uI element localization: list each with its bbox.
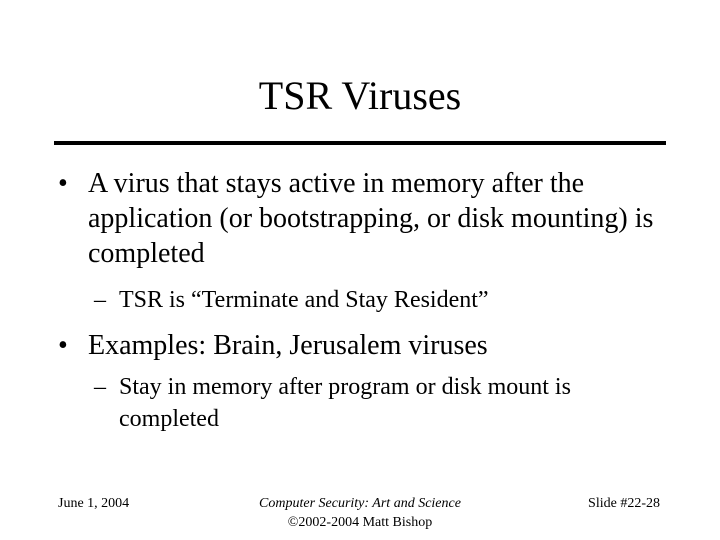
bullet-2-sub-1: [94, 371, 674, 435]
bullet-2-sub-1-text: Stay in memory after program or disk mount is completed: [119, 374, 571, 432]
footer-center: [210, 494, 510, 532]
bullet-1-sub-1-text: TSR is “Terminate and Stay Resident”: [119, 287, 489, 313]
bullet-1-sub-1-mark: –: [94, 287, 106, 313]
bullet-2: [58, 328, 668, 363]
bullet-2-sub-1-mark: –: [94, 374, 106, 400]
bullet-1-text: A virus that stays active in memory after the application (or bootstrapping, or disk mounting) is completed: [88, 168, 654, 269]
bullet-1-mark: •: [58, 168, 68, 199]
footer-slide-number: Slide #22-28: [588, 496, 660, 511]
title-divider: [54, 141, 666, 145]
footer-copyright: ©2002-2004 Matt Bishop: [287, 515, 433, 530]
footer-date: June 1, 2004: [58, 496, 130, 511]
bullet-2-mark: •: [58, 330, 68, 361]
bullet-1-sub-1: [94, 284, 674, 316]
footer-course: Computer Security: Art and Science: [259, 496, 461, 511]
bullet-1: [58, 166, 668, 271]
slide-title: TSR Viruses: [258, 73, 462, 118]
bullet-2-text: Examples: Brain, Jerusalem viruses: [88, 330, 488, 361]
